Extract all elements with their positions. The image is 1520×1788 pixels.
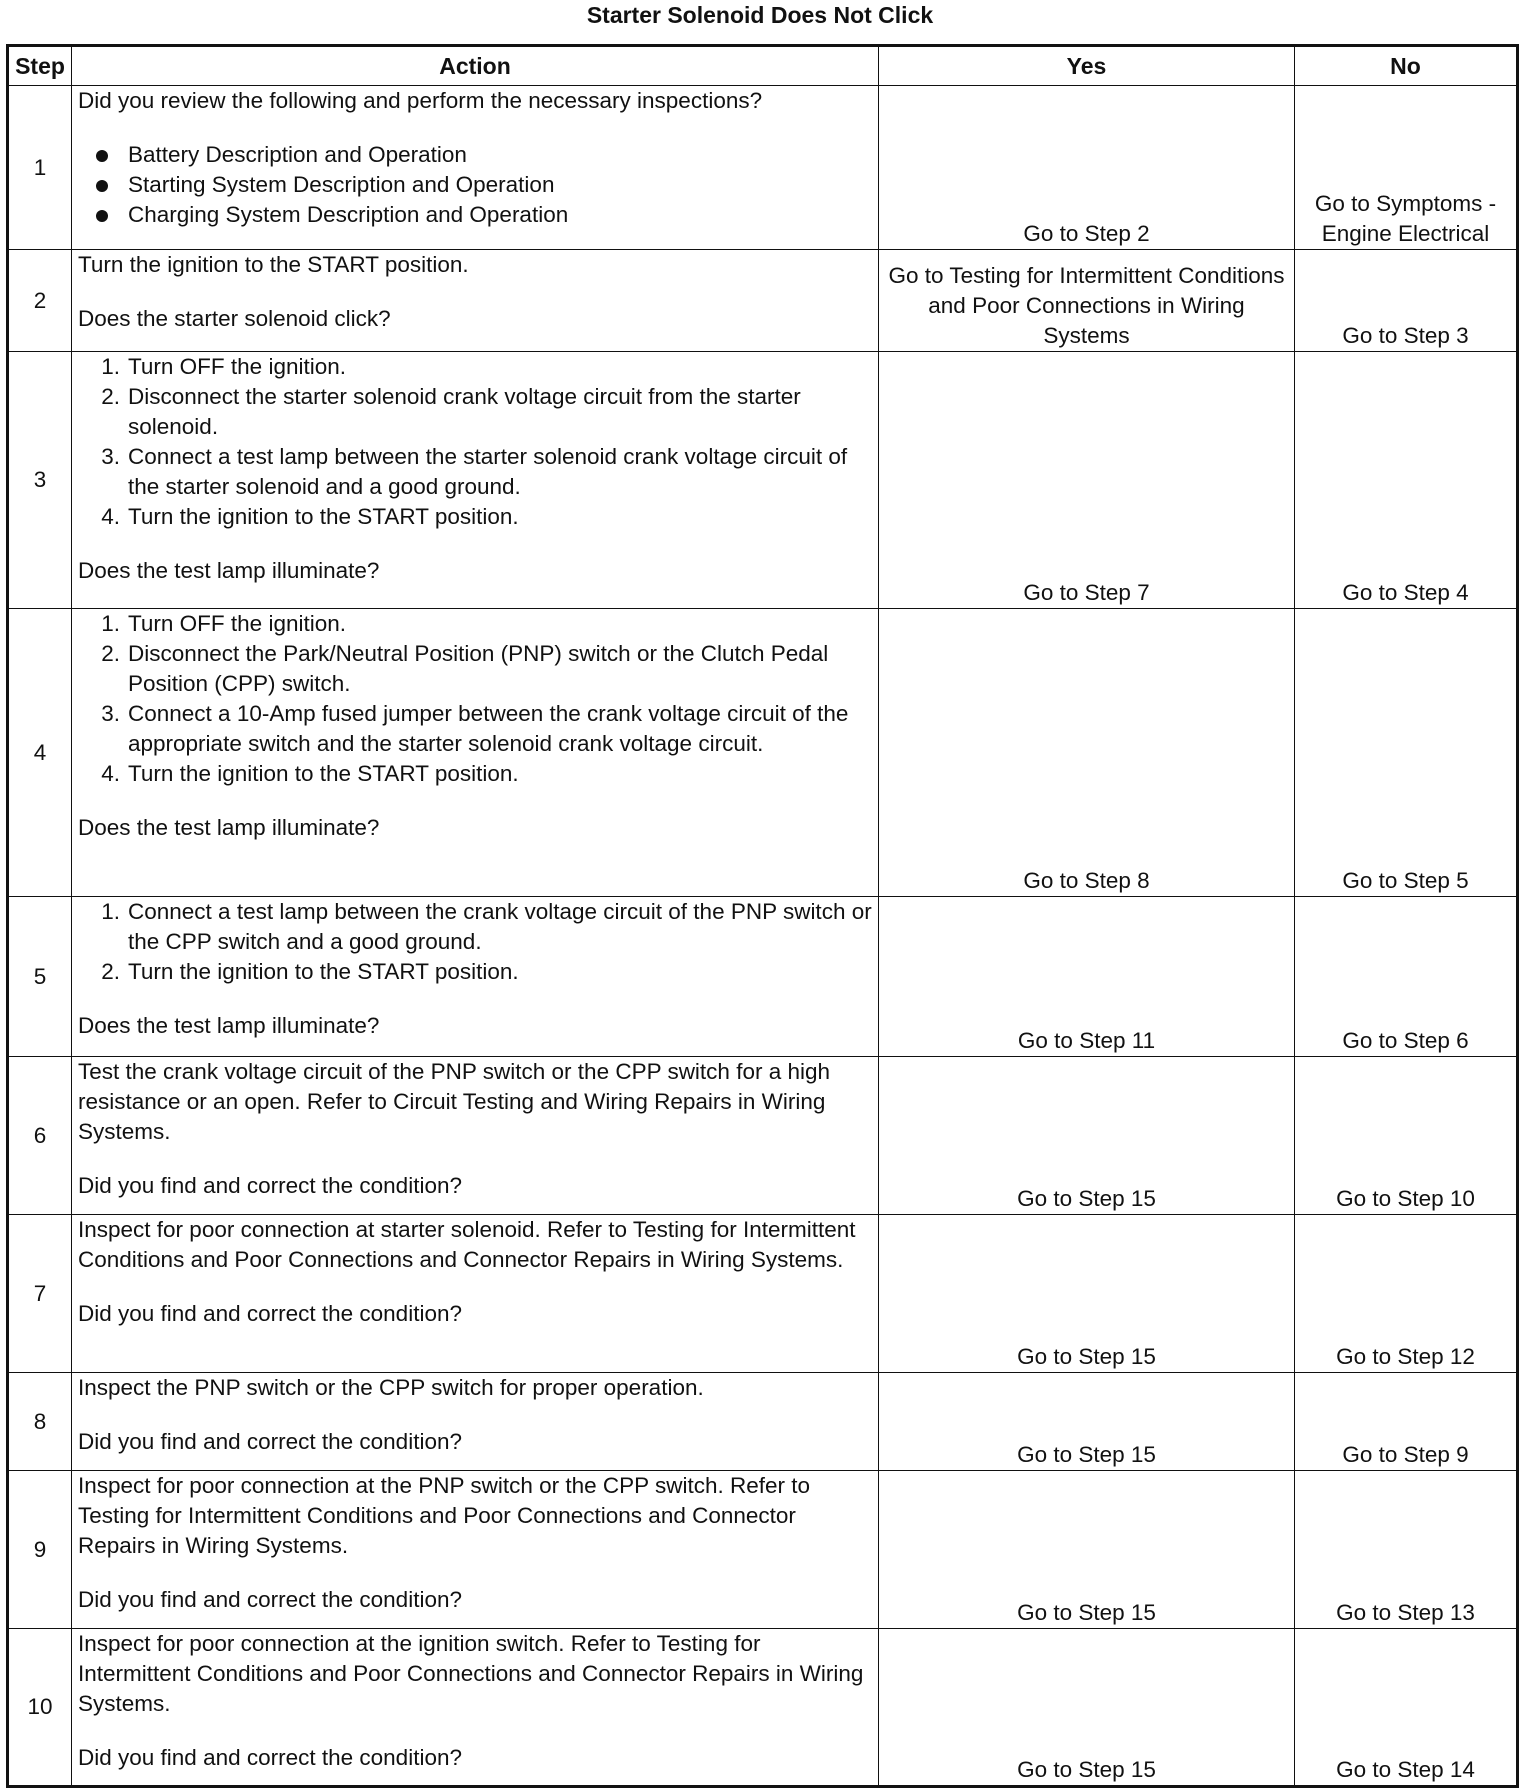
table-row [8,1215,1518,1373]
list-item: Battery Description and Operation [78,140,872,170]
action-prompt: Inspect for poor connection at starter solenoid. Refer to Testing for Intermittent Conditions and Poor Connections and Connector Repairs in Wiring Systems. [78,1217,856,1272]
table-row [8,609,1518,897]
action-question: Did you find and correct the condition? [78,1745,462,1770]
yes-result: Go to Step 7 [879,352,1295,609]
action-cell [72,897,879,1057]
list-item: 3. Connect a 10-Amp fused jumper between the crank voltage circuit of the appropriate switch and the starter solenoid crank voltage circuit. [101,701,849,756]
action-cell [72,352,879,609]
yes-result: Go to Step 8 [879,609,1295,897]
no-result: Go to Symptoms - Engine Electrical [1295,86,1518,250]
action-question: Did you find and correct the condition? [78,1173,462,1198]
step-number: 10 [8,1629,72,1787]
list-item: Charging System Description and Operation [78,200,872,230]
action-question: Does the starter solenoid click? [78,306,391,331]
action-cell [72,609,879,897]
step-number: 3 [8,352,72,609]
header-action: Action [72,46,879,86]
yes-result: Go to Step 15 [879,1373,1295,1471]
no-result: Go to Step 9 [1295,1373,1518,1471]
action-question: Does the test lamp illuminate? [78,815,380,840]
list-item: 1. Turn OFF the ignition. [101,354,347,379]
list-item: 2. Disconnect the Park/Neutral Position (PNP) switch or the Clutch Pedal Position (CPP) switch. [101,641,829,696]
no-result: Go to Step 10 [1295,1057,1518,1215]
table-row [8,1629,1518,1787]
table-row [8,352,1518,609]
action-cell [72,250,879,352]
numbered-steps [78,609,872,789]
table-row [8,897,1518,1057]
action-question: Does the test lamp illuminate? [78,558,380,583]
diagnostic-table [6,44,1519,1788]
step-number: 6 [8,1057,72,1215]
action-cell [72,1471,879,1629]
action-question: Did you find and correct the condition? [78,1587,462,1612]
step-number: 5 [8,897,72,1057]
step-number: 1 [8,86,72,250]
yes-result: Go to Testing for Intermittent Conditions and Poor Connections in Wiring Systems [879,250,1295,352]
action-cell [72,86,879,250]
no-result: Go to Step 12 [1295,1215,1518,1373]
list-item: 1. Connect a test lamp between the crank voltage circuit of the PNP switch or the CPP switch and a good ground. [101,899,872,954]
step-number: 7 [8,1215,72,1373]
yes-result: Go to Step 15 [879,1629,1295,1787]
no-result: Go to Step 4 [1295,352,1518,609]
table-row [8,1471,1518,1629]
list-item: 4. Turn the ignition to the START position. [101,504,519,529]
action-prompt: Inspect for poor connection at the ignition switch. Refer to Testing for Intermittent Conditions and Poor Connections and Connector Repairs in Wiring Systems. [78,1631,864,1716]
yes-result: Go to Step 15 [879,1215,1295,1373]
page-title: Starter Solenoid Does Not Click [586,2,934,28]
action-prompt: Did you review the following and perform the necessary inspections? [78,88,763,113]
action-prompt: Inspect the PNP switch or the CPP switch for proper operation. [78,1375,704,1400]
list-item: 2. Turn the ignition to the START position. [101,959,519,984]
action-cell [72,1215,879,1373]
action-prompt: Inspect for poor connection at the PNP switch or the CPP switch. Refer to Testing for Intermittent Conditions and Poor Connections and Connector Repairs in Wiring Systems. [78,1473,811,1558]
yes-result: Go to Step 15 [879,1471,1295,1629]
no-result: Go to Step 6 [1295,897,1518,1057]
action-cell [72,1057,879,1215]
yes-result: Go to Step 15 [879,1057,1295,1215]
header-row [8,46,1518,86]
step-number: 2 [8,250,72,352]
no-result: Go to Step 5 [1295,609,1518,897]
table-row [8,86,1518,250]
bullet-list [78,140,872,230]
step-number: 8 [8,1373,72,1471]
list-item: 3. Connect a test lamp between the starter solenoid crank voltage circuit of the starter solenoid and a good ground. [101,444,848,499]
list-item: 2. Disconnect the starter solenoid crank voltage circuit from the starter solenoid. [101,384,801,439]
header-step: Step [8,46,72,86]
action-question: Did you find and correct the condition? [78,1301,462,1326]
table-row [8,1373,1518,1471]
action-question: Does the test lamp illuminate? [78,1013,380,1038]
action-cell [72,1373,879,1471]
action-prompt: Turn the ignition to the START position. [78,252,469,277]
header-yes: Yes [879,46,1295,86]
action-cell [72,1629,879,1787]
list-item: 1. Turn OFF the ignition. [101,611,347,636]
no-result: Go to Step 13 [1295,1471,1518,1629]
action-prompt: Test the crank voltage circuit of the PNP switch or the CPP switch for a high resistance or an open. Refer to Circuit Testing and Wiring Repairs in Wiring Systems. [78,1059,831,1144]
list-item: 4. Turn the ignition to the START position. [101,761,519,786]
yes-result: Go to Step 11 [879,897,1295,1057]
table-row [8,1057,1518,1215]
step-number: 4 [8,609,72,897]
no-result: Go to Step 3 [1295,250,1518,352]
list-item: Starting System Description and Operation [78,170,872,200]
numbered-steps [78,897,872,987]
action-question: Did you find and correct the condition? [78,1429,462,1454]
step-number: 9 [8,1471,72,1629]
numbered-steps [78,352,872,532]
yes-result: Go to Step 2 [879,86,1295,250]
no-result: Go to Step 14 [1295,1629,1518,1787]
table-row [8,250,1518,352]
header-no: No [1295,46,1518,86]
